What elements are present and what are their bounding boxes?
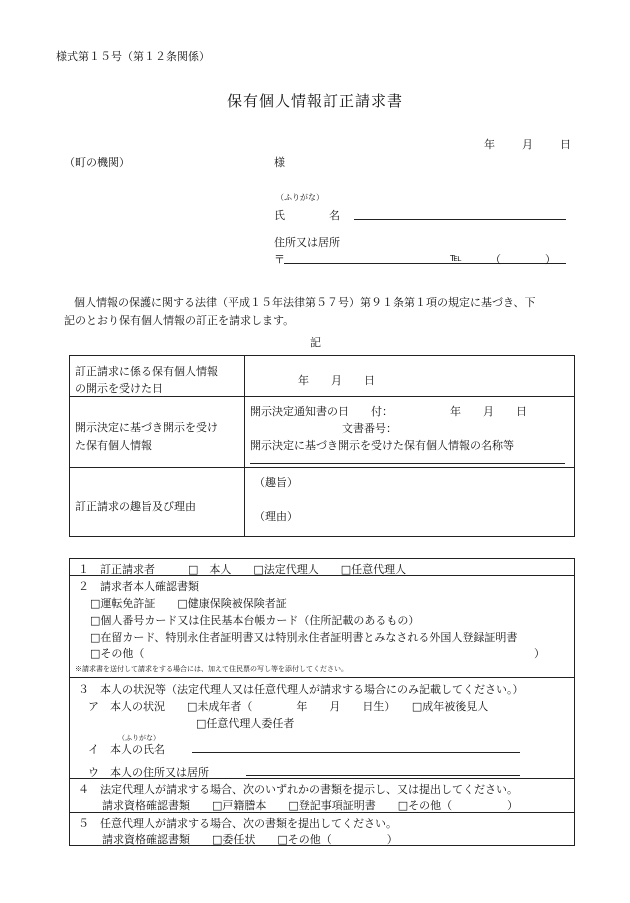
person-furigana: （ふりがな）	[118, 734, 160, 742]
row3-label: 訂正請求の趣旨及び理由	[75, 500, 196, 513]
table-divider	[244, 355, 245, 537]
row1-value[interactable]: 年 月 日	[298, 374, 375, 387]
section-2-note: ※請求書を送付して請求をする場合には、加えて住民票の写し等を添付してください。	[75, 665, 348, 673]
section-5-title: ５ 任意代理人が請求する場合、次の書類を提出してください。	[78, 817, 397, 830]
person-status[interactable]: ア 本人の状況 □未成年者（ 年 月 日生） □成年被後見人	[88, 700, 489, 713]
id-doc-other[interactable]: □その他（	[90, 647, 145, 660]
tel-mark: ℡	[450, 251, 462, 264]
id-doc-residence-card[interactable]: □在留カード、特別永住者証明書又は特別永住者証明書とみなされる外国人登録証明書	[90, 631, 518, 644]
date-month: 月	[522, 138, 533, 151]
section-4-docs[interactable]: 請求資格確認書類 □戸籍謄本 □登記事項証明書 □その他（ ）	[102, 799, 519, 812]
addressee-honorific: 様	[274, 156, 285, 169]
section-4-title: ４ 法定代理人が請求する場合、次のいずれかの書類を提示し、又は提出してください。	[78, 783, 518, 796]
postal-mark: 〒	[274, 253, 285, 266]
table-row-sep	[69, 396, 575, 397]
row1-label-2: の開示を受けた日	[75, 382, 163, 395]
section-2-title: ２ 請求者本人確認書類	[78, 580, 199, 593]
id-doc-mynumber[interactable]: □個人番号カード又は住民基本台帳カード（住所記載のあるもの）	[90, 614, 420, 627]
ki-label: 記	[310, 336, 321, 349]
person-status-delegator[interactable]: □任意代理人委任者	[196, 717, 295, 730]
person-name-label: イ 本人の氏名	[88, 743, 165, 756]
section-1-requester-type[interactable]: １ 訂正請求者 □ 本人 □法定代理人 □任意代理人	[78, 563, 407, 576]
name-label: 氏 名	[274, 209, 340, 222]
row2-label-1: 開示決定に基づき開示を受け	[75, 421, 218, 434]
id-doc-other-close: ）	[534, 647, 545, 660]
address-label: 住所又は居所	[274, 236, 340, 249]
body-line-2: 記のとおり保有個人情報の訂正を請求します。	[64, 314, 295, 327]
row3-purpose[interactable]: （趣旨）	[254, 476, 298, 489]
section-3-title: ３ 本人の状況等（法定代理人又は任意代理人が請求する場合にのみ記載してください。）	[78, 683, 524, 696]
person-name-field[interactable]	[192, 752, 520, 753]
row2-notice-date[interactable]: 年 月 日	[450, 405, 527, 418]
date-year: 年	[484, 138, 495, 151]
section-sep	[69, 677, 575, 678]
row2-label-2: た保有個人情報	[75, 439, 152, 452]
date-day: 日	[560, 138, 571, 151]
row2-notice: 開示決定通知書の日 付：	[250, 405, 393, 418]
row2-info-name: 開示決定に基づき開示を受けた保有個人情報の名称等	[250, 439, 514, 452]
body-line-1: 個人情報の保護に関する法律（平成１５年法律第５７号）第９１条第１項の規定に基づき、下	[74, 296, 536, 309]
page-title: 保有個人情報訂正請求書	[226, 92, 403, 110]
furigana-label: （ふりがな）	[276, 193, 324, 202]
section-5-docs[interactable]: 請求資格確認書類 □委任状 □その他（ ）	[102, 833, 398, 846]
name-field[interactable]	[354, 219, 566, 220]
row2-docno[interactable]: 文書番号：	[342, 422, 397, 435]
person-address-field[interactable]	[246, 775, 520, 776]
row3-reason[interactable]: （理由）	[254, 510, 298, 523]
info-name-field[interactable]	[250, 463, 565, 464]
table-row-sep	[69, 467, 575, 468]
addressee-org: （町の機関）	[64, 156, 130, 169]
tel-paren: （ ）	[490, 253, 556, 266]
row1-label-1: 訂正請求に係る保有個人情報	[75, 365, 218, 378]
form-number: 様式第１５号（第１２条関係）	[56, 50, 210, 63]
id-doc-license-insurance[interactable]: □運転免許証 □健康保険被保険者証	[90, 597, 287, 610]
person-address-label: ウ 本人の住所又は居所	[88, 766, 209, 779]
